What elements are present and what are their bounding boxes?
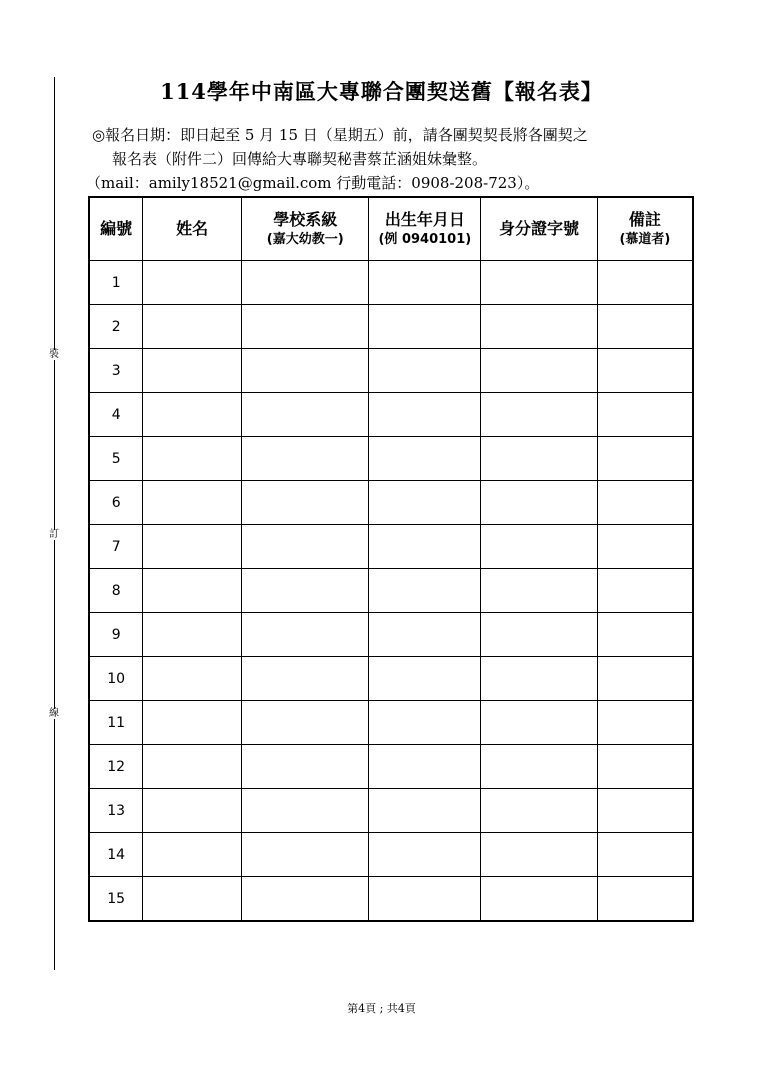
header-id-number — [481, 197, 598, 261]
row-number: 6 — [89, 481, 143, 525]
registration-table — [88, 196, 694, 922]
notice-line-form: 報名表（附件二）回傳給大專聯契秘書蔡芷涵姐妹彙整。 — [112, 150, 488, 168]
birthdate-cell[interactable] — [369, 613, 481, 657]
header-remarks-label: 備註 — [628, 210, 661, 229]
table-row — [89, 657, 693, 701]
table-header — [89, 197, 693, 261]
table-row — [89, 437, 693, 481]
remarks-cell[interactable] — [597, 657, 693, 701]
binding-line — [54, 77, 55, 970]
school-cell[interactable] — [241, 481, 369, 525]
header-name — [143, 197, 242, 261]
birthdate-cell[interactable] — [369, 789, 481, 833]
row-number: 14 — [89, 833, 143, 877]
name-cell[interactable] — [143, 833, 242, 877]
id-number-cell[interactable] — [481, 481, 598, 525]
row-number: 1 — [89, 261, 143, 305]
notice-line-date: ◎報名日期：即日起至 5 月 15 日（星期五）前，請各團契契長將各團契之 — [92, 126, 588, 144]
school-cell[interactable] — [241, 305, 369, 349]
remarks-cell[interactable] — [597, 613, 693, 657]
remarks-cell[interactable] — [597, 877, 693, 922]
id-number-cell[interactable] — [481, 349, 598, 393]
page-footer: 第4頁 ; 共4頁 — [347, 1002, 416, 1015]
row-number: 9 — [89, 613, 143, 657]
table-row — [89, 261, 693, 305]
remarks-cell[interactable] — [597, 745, 693, 789]
id-number-cell[interactable] — [481, 613, 598, 657]
row-number: 10 — [89, 657, 143, 701]
row-number: 3 — [89, 349, 143, 393]
remarks-cell[interactable] — [597, 525, 693, 569]
birthdate-cell[interactable] — [369, 657, 481, 701]
remarks-cell[interactable] — [597, 789, 693, 833]
table-row — [89, 745, 693, 789]
remarks-cell[interactable] — [597, 437, 693, 481]
document-title: 114學年中南區大專聯合團契送舊【報名表】 — [160, 79, 603, 104]
header-row — [89, 197, 693, 261]
header-birthdate — [369, 197, 481, 261]
birthdate-cell[interactable] — [369, 701, 481, 745]
registration-notice — [86, 123, 588, 195]
birthdate-cell[interactable] — [369, 877, 481, 922]
school-cell[interactable] — [241, 657, 369, 701]
notice-line-contact: （mail：amily18521@gmail.com 行動電話：0908-208-723）。 — [86, 174, 540, 192]
id-number-cell[interactable] — [481, 877, 598, 922]
school-cell[interactable] — [241, 613, 369, 657]
id-number-cell[interactable] — [481, 569, 598, 613]
name-cell[interactable] — [143, 525, 242, 569]
table-row — [89, 349, 693, 393]
header-number — [89, 197, 143, 261]
table-row — [89, 877, 693, 922]
id-number-cell[interactable] — [481, 525, 598, 569]
header-number-label: 編號 — [100, 219, 133, 238]
school-cell[interactable] — [241, 261, 369, 305]
binding-mark-xian: 線 — [49, 708, 59, 719]
id-number-cell[interactable] — [481, 657, 598, 701]
name-cell[interactable] — [143, 349, 242, 393]
name-cell[interactable] — [143, 393, 242, 437]
id-number-cell[interactable] — [481, 745, 598, 789]
header-school-label: 學校系級 — [273, 210, 338, 229]
table-row — [89, 481, 693, 525]
birthdate-cell[interactable] — [369, 833, 481, 877]
table-row — [89, 613, 693, 657]
table-row — [89, 789, 693, 833]
birthdate-cell[interactable] — [369, 569, 481, 613]
header-name-label: 姓名 — [176, 219, 209, 238]
school-cell[interactable] — [241, 525, 369, 569]
header-remarks-example: (慕道者) — [619, 232, 671, 247]
id-number-cell[interactable] — [481, 833, 598, 877]
binding-mark-ding: 訂 — [49, 529, 59, 540]
header-remarks — [597, 197, 693, 261]
school-cell[interactable] — [241, 701, 369, 745]
birthdate-cell[interactable] — [369, 305, 481, 349]
name-cell[interactable] — [143, 481, 242, 525]
id-number-cell[interactable] — [481, 261, 598, 305]
remarks-cell[interactable] — [597, 305, 693, 349]
id-number-cell[interactable] — [481, 305, 598, 349]
table-row — [89, 701, 693, 745]
row-number: 8 — [89, 569, 143, 613]
school-cell[interactable] — [241, 789, 369, 833]
name-cell[interactable] — [143, 569, 242, 613]
name-cell[interactable] — [143, 305, 242, 349]
school-cell[interactable] — [241, 393, 369, 437]
row-number: 5 — [89, 437, 143, 481]
birthdate-cell[interactable] — [369, 393, 481, 437]
school-cell[interactable] — [241, 745, 369, 789]
birthdate-cell[interactable] — [369, 261, 481, 305]
name-cell[interactable] — [143, 789, 242, 833]
name-cell[interactable] — [143, 437, 242, 481]
table-row — [89, 305, 693, 349]
remarks-cell[interactable] — [597, 833, 693, 877]
row-number: 4 — [89, 393, 143, 437]
name-cell[interactable] — [143, 261, 242, 305]
row-number: 13 — [89, 789, 143, 833]
name-cell[interactable] — [143, 877, 242, 922]
remarks-cell[interactable] — [597, 261, 693, 305]
school-cell[interactable] — [241, 437, 369, 481]
table-body — [89, 261, 693, 922]
row-number: 11 — [89, 701, 143, 745]
remarks-cell[interactable] — [597, 481, 693, 525]
remarks-cell[interactable] — [597, 569, 693, 613]
school-cell[interactable] — [241, 877, 369, 922]
binding-mark-zhuang: 裝 — [49, 349, 59, 360]
table-row — [89, 569, 693, 613]
name-cell[interactable] — [143, 701, 242, 745]
id-number-cell[interactable] — [481, 701, 598, 745]
school-cell[interactable] — [241, 569, 369, 613]
header-school-example: (嘉大幼教一) — [266, 232, 344, 247]
table-row — [89, 525, 693, 569]
birthdate-cell[interactable] — [369, 481, 481, 525]
header-school — [241, 197, 369, 261]
header-birthdate-example: (例 0940101) — [378, 232, 472, 247]
header-birthdate-label: 出生年月日 — [384, 210, 465, 229]
remarks-cell[interactable] — [597, 349, 693, 393]
school-cell[interactable] — [241, 833, 369, 877]
header-id-number-label: 身分證字號 — [499, 219, 580, 238]
remarks-cell[interactable] — [597, 393, 693, 437]
row-number: 2 — [89, 305, 143, 349]
id-number-cell[interactable] — [481, 789, 598, 833]
table-row — [89, 393, 693, 437]
school-cell[interactable] — [241, 349, 369, 393]
table-row — [89, 833, 693, 877]
id-number-cell[interactable] — [481, 393, 598, 437]
name-cell[interactable] — [143, 613, 242, 657]
name-cell[interactable] — [143, 657, 242, 701]
birthdate-cell[interactable] — [369, 349, 481, 393]
birthdate-cell[interactable] — [369, 525, 481, 569]
row-number: 7 — [89, 525, 143, 569]
name-cell[interactable] — [143, 745, 242, 789]
row-number: 15 — [89, 877, 143, 922]
row-number: 12 — [89, 745, 143, 789]
remarks-cell[interactable] — [597, 701, 693, 745]
id-number-cell[interactable] — [481, 437, 598, 481]
birthdate-cell[interactable] — [369, 437, 481, 481]
birthdate-cell[interactable] — [369, 745, 481, 789]
